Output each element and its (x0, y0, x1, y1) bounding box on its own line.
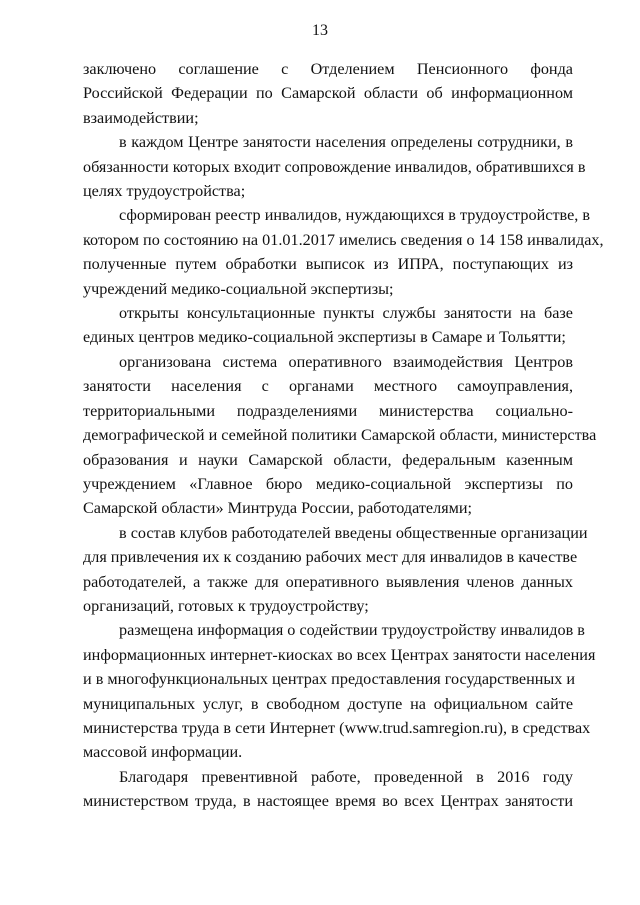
text-line: учреждением «Главное бюро медико-социальной экспертизы по (83, 474, 573, 493)
text-line: учреждений медико-социальной экспертизы; (83, 279, 394, 298)
paragraph (83, 130, 586, 203)
text-line: для привлечения их к созданию рабочих мест для инвалидов в качестве (83, 548, 578, 567)
page-number: 13 (312, 22, 328, 39)
paragraph (83, 618, 596, 764)
paragraph (83, 57, 573, 130)
paragraph (83, 350, 597, 521)
text-line: размещена информация о содействии трудоустройству инвалидов в (119, 621, 585, 640)
paragraph (83, 301, 573, 350)
text-line: и в многофункциональных центрах предоставления государственных и (83, 670, 576, 689)
paragraph (83, 521, 588, 619)
text-line: работодателей, а также для оперативного выявления членов данных (83, 572, 573, 591)
text-line: Благодаря превентивной работе, проведенной в 2016 году (119, 767, 573, 786)
text-line: организаций, готовых к трудоустройству; (83, 596, 369, 615)
text-line: демографической и семейной политики Самарской области, министерства (83, 426, 597, 445)
text-line: территориальными подразделениями министерства социально- (83, 401, 573, 420)
text-line: массовой информации. (83, 743, 243, 762)
text-line: Российской Федерации по Самарской области об информационном (83, 84, 573, 103)
text-line: информационных интернет-киосках во всех Центрах занятости населения (83, 645, 596, 664)
text-line: Самарской области» Минтруда России, работодателями; (83, 499, 473, 518)
paragraph (83, 203, 604, 301)
text-line: образования и науки Самарской области, федеральным казенным (83, 450, 573, 469)
text-line: сформирован реестр инвалидов, нуждающихся в трудоустройстве, в (119, 206, 591, 225)
text-line: министерством труда, в настоящее время во всех Центрах занятости (83, 792, 573, 811)
text-line: обязанности которых входит сопровождение инвалидов, обратившихся в (83, 157, 586, 176)
text-line: единых центров медико-социальной экспертизы в Самаре и Тольятти; (83, 328, 566, 347)
text-line: полученные путем обработки выписок из ИПРА, поступающих из (83, 255, 573, 274)
text-line: взаимодействии; (83, 108, 199, 127)
document-body (83, 57, 604, 814)
paragraph (83, 765, 573, 814)
text-line: министерства труда в сети Интернет (www.trud.samregion.ru), в средствах (83, 718, 591, 737)
text-line: открыты консультационные пункты службы занятости на базе (119, 304, 573, 323)
text-line: занятости населения с органами местного самоуправления, (83, 377, 573, 396)
text-line: муниципальных услуг, в свободном доступе на официальном сайте (83, 694, 573, 713)
text-line: целях трудоустройства; (83, 182, 246, 201)
text-line: котором по состоянию на 01.01.2017 имелись сведения о 14 158 инвалидах, (83, 230, 604, 249)
text-line: заключено соглашение с Отделением Пенсионного фонда (83, 60, 573, 78)
text-line: организована система оперативного взаимодействия Центров (119, 352, 573, 371)
text-line: в каждом Центре занятости населения определены сотрудники, в (119, 133, 573, 152)
text-line: в состав клубов работодателей введены общественные организации (119, 523, 588, 542)
